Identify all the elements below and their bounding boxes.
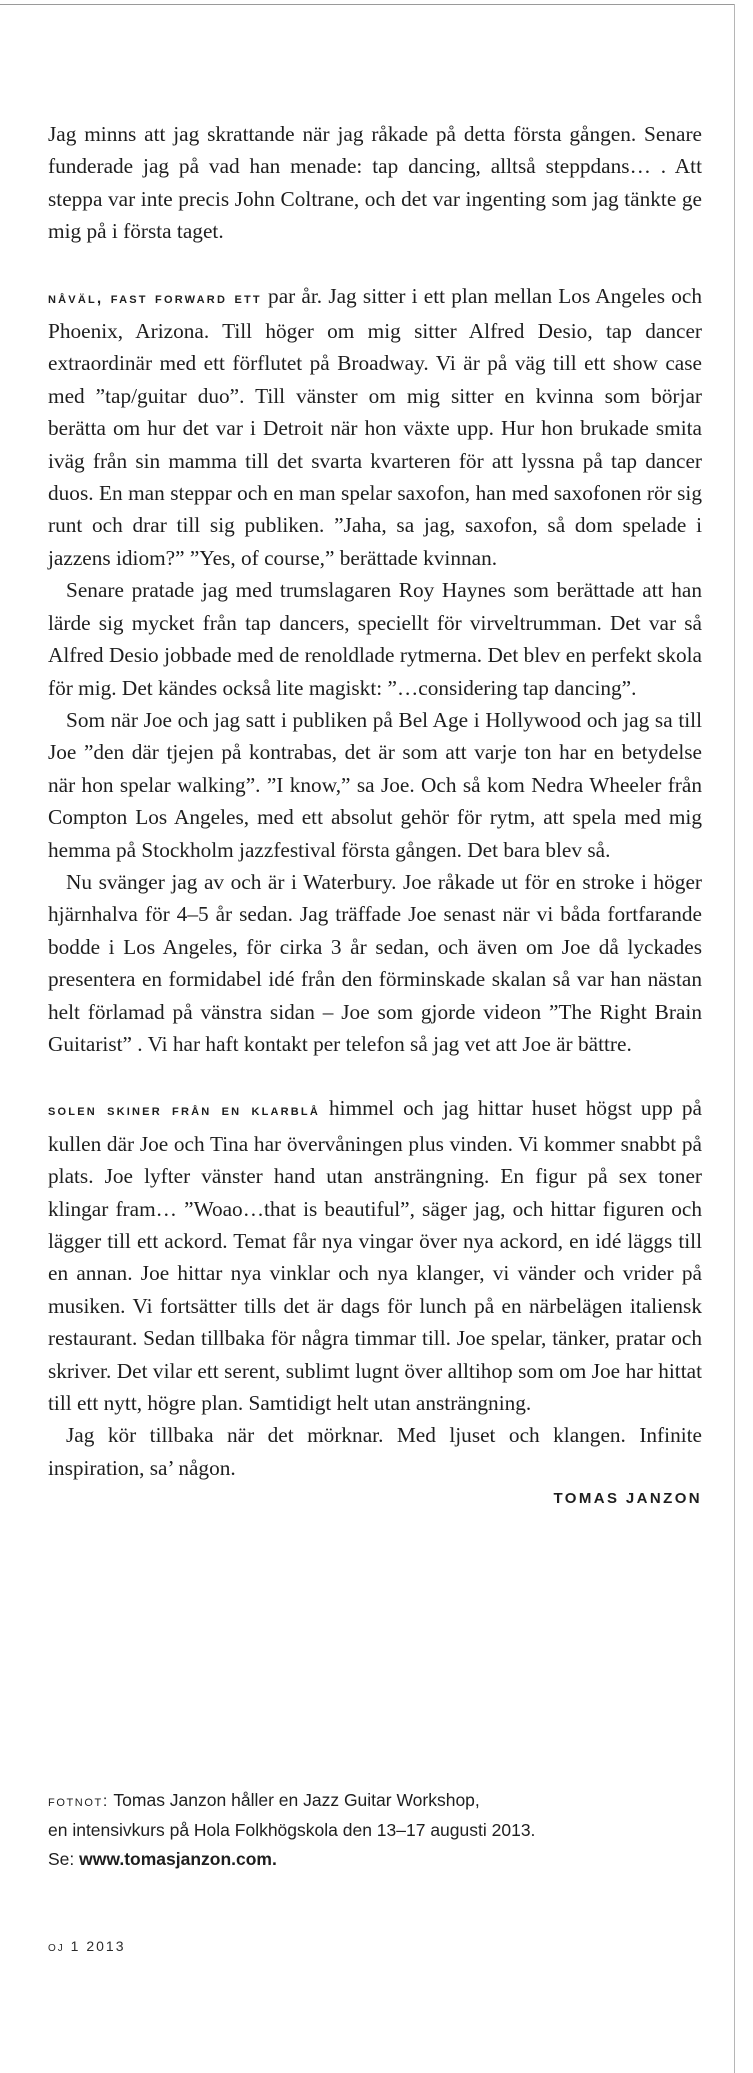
paragraph-6-text: himmel och jag hittar huset högst upp på kullen där Joe och Tina har övervåningen plus vinden. Vi kommer snabbt på plats. Joe lyfter vänster hand utan ansträngning. En figur på sex toner klingar fram… ”Woao…that is beautiful”, säger jag, och hittar figuren och lägger till ett ackord. Temat får nya vingar över nya ackord, en idé läggs till en annan. Joe hittar nya vinklar och nya klanger, vi vänder och vrider på musiken. Vi fortsätter tills det är dags för lunch på en närbelägen italiensk restaurant. Sedan tillbaka för några timmar till. Joe spelar, tänker, pratar och skriver. Det vilar ett serent, sublimt lugnt över alltihop som om Joe har hittat till ett nytt, högre plan. Samtidigt helt utan ansträngning. xyxy=(48,1096,702,1416)
footnote-text-1: Tomas Janzon håller en Jazz Guitar Workshop, xyxy=(108,1790,480,1810)
paragraph-4: Som när Joe och jag satt i publiken på Bel Age i Hollywood och jag sa till Joe ”den där tjejen på kontrabas, det är som att varje ton har en betydelse när hon spelar walking”. ”I know,” sa Joe. Och så kom Nedra Wheeler från Compton Los Angeles, med ett absolut gehör för rytm, att spela med mig hemma på Stockholm jazzfestival första gången. Det bara blev så. xyxy=(48,707,702,862)
section-gap xyxy=(48,1060,702,1092)
paragraph-5: Nu svänger jag av och är i Waterbury. Joe råkade ut för en stroke i höger hjärnhalva för 4–5 år sedan. Jag träffade Joe senast när vi båda fortfarande bodde i Los Angeles, för cirka 3 år sedan, och även om Joe då lyckades presentera en formidabel idé från den förminskade skalan så var han nästan helt förlamad på vänstra sidan – Joe som gjorde videon ”The Right Brain Guitarist” . Vi har haft kontakt per telefon så jag vet att Joe är bättre. xyxy=(48,869,702,1056)
section-lead-in: solen skiner från en klarblå xyxy=(48,1102,320,1120)
footnote-line-3 xyxy=(48,1845,708,1874)
footnote-line-1 xyxy=(48,1786,708,1816)
article-body xyxy=(48,118,702,1507)
section-gap xyxy=(48,248,702,280)
footnote-see-prefix: Se: xyxy=(48,1849,80,1869)
page-folio: oj 1 2013 xyxy=(48,1938,126,1954)
page-edge-rule xyxy=(734,4,735,2073)
paragraph-3: Senare pratade jag med trumslagaren Roy Haynes som berättade att han lärde sig mycket från tap dancers, speciellt för virveltrumman. Det var så Alfred Desio jobbade med de renoldlade rytmerna. Det blev en perfekt skola för mig. Det kändes också lite magiskt: ”…considering tap dancing”. xyxy=(48,578,702,700)
footnote-label: fotnot: xyxy=(48,1793,109,1810)
paragraph-1: Jag minns att jag skrattande när jag råkade på detta första gången. Senare funderade jag på vad han menade: tap dancing, alltså steppdans… . Att steppa var inte precis John Coltrane, och det var ingenting som jag tänkte ge mig på i första taget. xyxy=(48,122,702,244)
section-lead-in: nåväl, fast forward ett xyxy=(48,289,262,307)
paragraph-6 xyxy=(48,1092,702,1419)
paragraph-2-text: par år. Jag sitter i ett plan mellan Los Angeles och Phoenix, Arizona. Till höger om mig sitter Alfred Desio, tap dancer extraordinär med ett förflutet på Broadway. Vi är på väg till ett show case med ”tap/guitar duo”. Till vänster om mig sitter en kvinna som börjar berätta om hur det var i Detroit när hon växte upp. Hur hon brukade smita iväg från sin mamma till det svarta kvarteren för att lyssna på tap dancer duos. En man steppar och en man spelar saxofon, han med saxofonen rör sig runt och drar till sig publiken. ”Jaha, sa jag, saxofon, så dom spelade i jazzens idiom?” ”Yes, of course,” berättade kvinnan. xyxy=(48,283,702,570)
footnote-website-link[interactable]: www.tomasjanzon.com. xyxy=(79,1849,277,1869)
footnote-line-2: en intensivkurs på Hola Folkhögskola den 13–17 augusti 2013. xyxy=(48,1820,536,1840)
top-rule xyxy=(0,4,734,5)
author-signature: TOMAS JANZON xyxy=(553,1490,702,1508)
paragraph-2 xyxy=(48,280,702,575)
paragraph-7: Jag kör tillbaka när det mörknar. Med ljuset och klangen. Infinite inspiration, sa’ någon. xyxy=(48,1423,702,1480)
footnote xyxy=(48,1786,708,1874)
